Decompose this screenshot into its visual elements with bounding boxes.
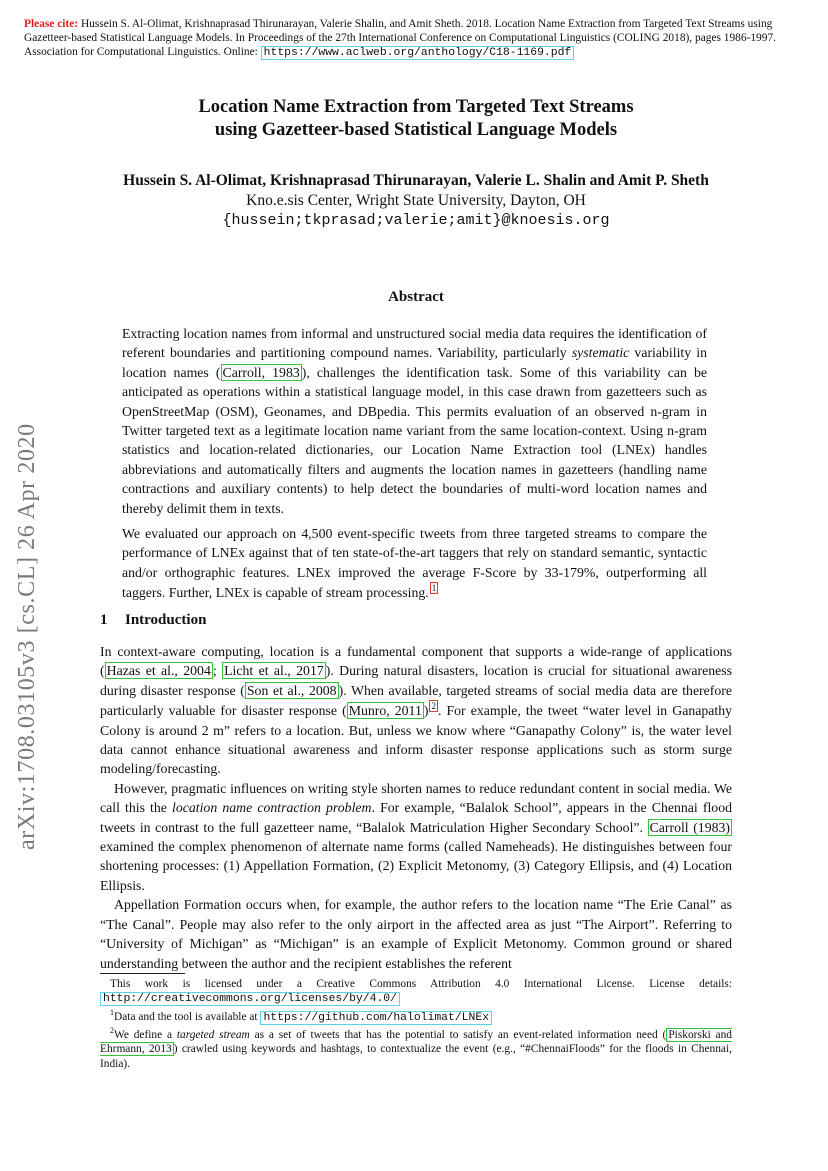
text-run: ). When available, targeted streams of social media data are therefore particularly valuable for disaster response (	[100, 682, 732, 719]
citation-link[interactable]: Munro, 2011	[348, 703, 422, 719]
emphasis: systematic	[571, 345, 630, 361]
title-line-2: using Gazetteer-based Statistical Language Models	[214, 120, 618, 140]
footnote-divider	[100, 973, 185, 974]
citation-label: Please cite:	[24, 18, 79, 30]
text-run: examined the complex phenomenon of alternate name forms (called Nameheads). He distinguishes between four shortening processes: (1) Appellation Formation, (2) Explicit Metonomy, (3) Category Ellipsis, and (4) Location Ellipsis.	[100, 839, 732, 893]
text-run: This work is licensed under a Creative Commons Attribution 4.0 International License. License details:	[110, 978, 732, 990]
citation-link[interactable]: Carroll (1983)	[649, 819, 731, 835]
text-run: We define a	[114, 1028, 177, 1041]
introduction-body	[100, 642, 732, 973]
citation-url-link[interactable]: https://www.aclweb.org/anthology/C18-1169.pdf	[261, 46, 575, 60]
footnote-ref-link[interactable]: 2	[431, 701, 436, 712]
text-run: ). During natural disasters, location is crucial for situational awareness during disaster response (	[100, 663, 732, 698]
footnote-number: 2	[110, 1026, 114, 1036]
title-line-1: Location Name Extraction from Targeted Text Streams	[198, 97, 634, 117]
abstract-paragraph-1	[122, 324, 707, 518]
abstract-body	[122, 324, 707, 609]
footnotes	[100, 977, 732, 1071]
text-run: ) crawled using keywords and hashtags, to contextualize the event (e.g., “#ChennaiFloods” for the floods in Chennai, India).	[100, 1043, 732, 1070]
citation-notice	[24, 17, 814, 59]
text-run: Data and the tool is available at	[114, 1010, 261, 1023]
intro-paragraph-3: Appellation Formation occurs when, for example, the author refers to the location name “The Erie Canal” as “The Canal”. People may also refer to the only airport in the affected area as just “The Airport”. Referring to “University of Michigan” as “Michigan” is an example of Explicit Metonomy. Common ground or shared understanding between the author and the recipient establishes the referent	[100, 897, 732, 971]
citation-link[interactable]: Carroll, 1983	[222, 364, 300, 380]
text-run: . For example, “Balalok School”, appears in the Chennai flood tweets in contrast to the full gazetteer name, “Balalok Matriculation Higher Secondary School”.	[100, 800, 732, 835]
text-run: )	[423, 703, 429, 719]
author-names: Hussein S. Al-Olimat, Krishnaprasad Thirunarayan, Valerie L. Shalin and Amit P. Sheth	[123, 172, 709, 189]
github-url-link[interactable]: https://github.com/halolimat/LNEx	[260, 1011, 492, 1025]
author-emails: {hussein;tkprasad;valerie;amit}@knoesis.org	[222, 212, 610, 229]
citation-link[interactable]: Piskorski and Ehrmann, 2013	[100, 1028, 733, 1056]
footnote-ref-link[interactable]: 1	[431, 583, 437, 594]
footnote-1	[100, 1006, 732, 1024]
text-run: ;	[212, 663, 223, 679]
citation-link[interactable]: Hazas et al., 2004	[106, 663, 211, 679]
license-url-link[interactable]: http://creativecommons.org/licenses/by/4.0/	[100, 992, 400, 1006]
text-run: Extracting location names from informal and unstructured social media data requires the identification of referent boundaries and partitioning compound names. Variability, particularly	[122, 326, 707, 361]
text-run: However, pragmatic influences on writing style shorten names to reduce redundant content in social media. We call this the	[100, 780, 732, 816]
text-run: In context-aware computing, location is a fundamental component that supports a wide-range of applications (	[100, 644, 732, 679]
text-run: We evaluated our approach on 4,500 event-specific tweets from three targeted streams to compare the performance of LNEx against that of ten state-of-the-art taggers that rely on standard semantic, syntactic and/or orthographic features. LNEx improved the average F-Score by 33-179%, outperforming all taggers. Further, LNEx is capable of stream processing.	[122, 526, 707, 601]
citation-link[interactable]: Son et al., 2008	[246, 682, 337, 698]
author-block	[100, 171, 732, 231]
emphasis: location name contraction problem	[172, 800, 372, 816]
citation-link[interactable]: Licht et al., 2017	[224, 663, 324, 679]
emphasis: targeted stream	[176, 1028, 250, 1041]
text-run: ), challenges the identification task. Some of this variability can be anticipated as operations within a statistical language model, in this case drawn from gazetteers such as OpenStreetMap (OSM), Geonames, and DBpedia. This permits evaluation of an observed n-gram in Twitter targeted text as a legitimate location name variant from the same location-context. Using n-gram statistics and location-related dictionaries, our Location Name Extraction tool (LNEx) handles abbreviations and automatically filters and augments the location names in gazetteers (handling name contractions and auxiliary contents) to help detect the boundaries of multi-word location names and thereby delimit them in texts.	[122, 364, 707, 516]
footnote-number: 1	[110, 1007, 114, 1017]
intro-paragraph-2	[100, 779, 732, 895]
text-run: . For example, the tweet “water level in Ganapathy Colony is around 2 m” refers to a location. But, unless we know where “Ganapathy Colony” is, the water level data cannot enhance situational awareness and inform disaster response applications such as storm surge modeling/forecasting.	[100, 703, 733, 777]
intro-paragraph-1	[100, 642, 732, 779]
license-footnote	[100, 977, 732, 1006]
text-run: as a set of tweets that has the potential to satisfy an event-related information need (	[249, 1028, 667, 1041]
footnote-2	[100, 1024, 732, 1071]
paper-title	[100, 96, 732, 142]
section-heading	[100, 612, 206, 629]
section-number: 1	[100, 612, 108, 628]
section-title: Introduction	[125, 612, 207, 628]
abstract-heading: Abstract	[388, 289, 444, 305]
text-run: variability in location names (	[122, 345, 707, 380]
citation-text: Hussein S. Al-Olimat, Krishnaprasad Thirunarayan, Valerie Shalin, and Amit Sheth. 2018. Location Name Extraction from Targeted Text Streams using Gazetteer-based Statistical Language Models. In Proceedings of the 27th International Conference on Computational Linguistics (COLING 2018), pages 1986-1997. Association for Computational Linguistics. Online:	[24, 18, 776, 58]
abstract-paragraph-2	[122, 524, 707, 603]
author-affiliation: Kno.e.sis Center, Wright State University, Dayton, OH	[246, 192, 586, 209]
arxiv-identifier: arXiv:1708.03105v3 [cs.CL] 26 Apr 2020	[14, 423, 40, 850]
